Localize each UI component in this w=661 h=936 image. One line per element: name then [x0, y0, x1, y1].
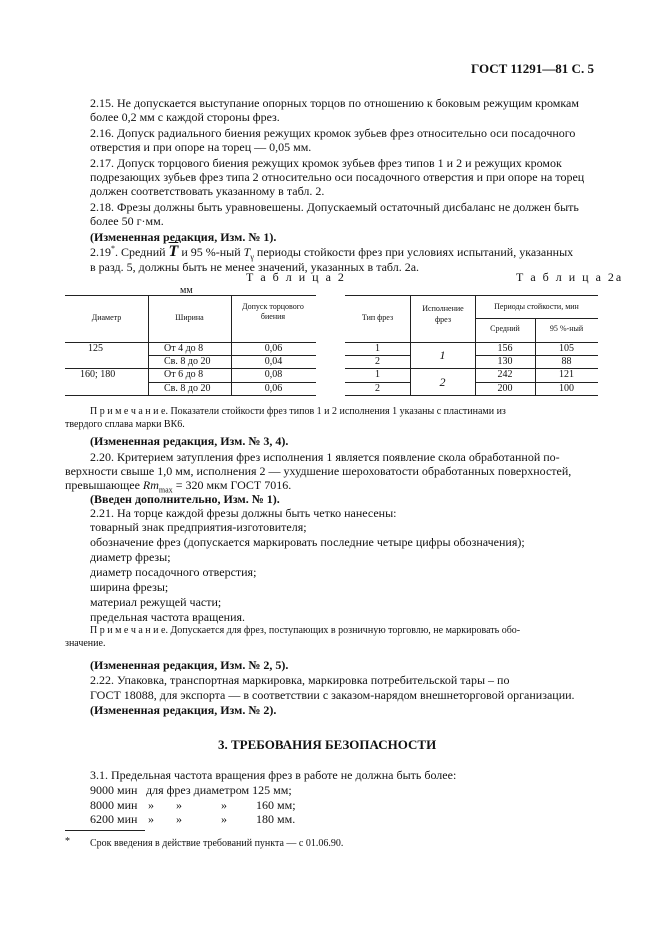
note-2-line2: значение.: [65, 638, 106, 649]
table2-unit: мм: [180, 285, 193, 296]
speed-row-1-rpm: 9000 мин: [90, 783, 138, 797]
speed-row-3-ditto-2: »: [176, 812, 182, 826]
change-note-4: (Измененная редакция, Изм. № 2).: [90, 703, 277, 717]
table2a-execution-2: 2: [439, 375, 446, 389]
speed-row-2-ditto-3: »: [221, 798, 227, 812]
para-2-20-line3: превышающее $Rm_{max} = 320$ мкм ГОСТ 7016.: [65, 478, 292, 495]
speed-row-3-rpm: 6200 мин: [90, 812, 138, 826]
para-2-19-line1: 2.19*. Средний $\overline{T}$ и 95 %-ный $T_\gamma$ периоды стойкости фрез при условиях испытаний, указанных: [90, 243, 574, 262]
footnote-mark: *: [65, 836, 70, 847]
table2-header-diameter: Диаметр: [91, 313, 122, 322]
speed-row-2-diameter: 160 мм;: [256, 798, 296, 812]
para-2-19-line2: в разд. 5, должны быть не менее значений, указанных в табл. 2а.: [90, 260, 420, 274]
table2a-mean-2: 130: [497, 356, 513, 367]
para-2-20-line1: 2.20. Критерием затупления фрез исполнения 1 является появление скола обработанной по-: [90, 450, 560, 464]
para-2-18-line1: 2.18. Фрезы должны быть уравновешены. Допускаемый остаточный дисбаланс не должен быть: [90, 200, 579, 214]
table2-diameter-2: 160; 180: [80, 369, 116, 380]
table2a-type-2: 2: [375, 356, 380, 367]
para-2-21-line6: ширина фрезы;: [90, 580, 169, 594]
change-note-1: (Измененная редакция, Изм. № 1).: [90, 230, 277, 244]
table2-tol-2: 0,04: [264, 356, 283, 367]
table2a-type-4: 2: [375, 383, 380, 394]
table2-width-1: От 4 до 8: [164, 343, 204, 354]
para-2-17-line3: должен соответствовать указанному в табл. 2.: [90, 184, 325, 198]
para-2-22-line2: ГОСТ 18088, для экспорта — в соответствии с заказом-нарядом внешнеторговой организации.: [90, 688, 575, 702]
speed-row-3-ditto-3: »: [221, 812, 227, 826]
para-2-21-line3: обозначение фрез (допускается маркировать последние четыре цифры обозначения);: [90, 535, 525, 549]
table2a-mean-3: 242: [497, 369, 513, 380]
table2a-p95-3: 121: [559, 369, 574, 380]
note-2-line1: П р и м е ч а н и е. Допускается для фрез, поступающих в розничную торговлю, не маркировать обо-: [90, 625, 521, 636]
para-2-17-line1: 2.17. Допуск торцового биения режущих кромок зубьев фрез типов 1 и 2 и режущих кромок: [90, 156, 562, 170]
table2a-type-1: 1: [375, 343, 380, 354]
speed-row-3-diameter: 180 мм.: [256, 812, 296, 826]
speed-row-2-rpm: 8000 мин: [90, 798, 138, 812]
table2a-p95-4: 100: [559, 383, 574, 394]
table2a-mean-4: 200: [497, 383, 513, 394]
para-2-21-line5: диаметр посадочного отверстия;: [90, 565, 257, 579]
para-2-21-line2: товарный знак предприятия-изготовителя;: [90, 520, 307, 534]
para-2-17-line2: подрезающих зубьев фрез типа 2 относительно оси посадочного отверстия и при опоре на торец: [90, 170, 585, 184]
table2a-type-3: 1: [375, 369, 380, 380]
section-3-title: 3. ТРЕБОВАНИЯ БЕЗОПАСНОСТИ: [218, 737, 437, 752]
table2-tol-1: 0,06: [264, 343, 283, 354]
table2a-header-mean: Средний: [490, 324, 520, 333]
table2a-header-95: 95 %-ный: [549, 324, 584, 333]
table2-width-4: Св. 8 до 20: [164, 383, 211, 394]
table2-caption: Т а б л и ц а 2: [246, 270, 346, 284]
table2-tol-4: 0,06: [264, 383, 283, 394]
table2a-header-execution: Исполнение фрез: [422, 304, 464, 324]
table2-width-2: Св. 8 до 20: [164, 356, 211, 367]
speed-row-2-ditto-2: »: [176, 798, 182, 812]
note-1-line1: П р и м е ч а н и е. Показатели стойкости фрез типов 1 и 2 исполнения 1 указаны с пластинами из: [90, 406, 506, 417]
para-2-16-line2: отверстия и при опоре на торец — 0,05 мм.: [90, 140, 312, 154]
speed-row-3-ditto-1: »: [148, 812, 154, 826]
para-2-15-line2: более 0,2 мм с каждой стороны фрез.: [90, 110, 280, 124]
table2a-caption: Т а б л и ц а 2а: [516, 270, 624, 284]
para-2-22-line1: 2.22. Упаковка, транспортная маркировка, маркировка потребительской тары – по: [90, 673, 510, 687]
table2-header-tolerance: Допуск торцового биения: [242, 302, 304, 321]
table2-diameter-1: 125: [88, 343, 103, 354]
para-3-1: 3.1. Предельная частота вращения фрез в работе не должна быть более:: [90, 768, 457, 782]
para-2-21-line7: материал режущей части;: [90, 595, 222, 609]
table2-header-width: Ширина: [175, 313, 204, 322]
para-2-21-line1: 2.21. На торце каждой фрезы должны быть четко нанесены:: [90, 506, 397, 520]
table2a-p95-1: 105: [559, 343, 574, 354]
speed-row-2-ditto-1: »: [148, 798, 154, 812]
para-2-21-line4: диаметр фрезы;: [90, 550, 171, 564]
added-note-1: (Введен дополнительно, Изм. № 1).: [90, 492, 280, 506]
table2a-p95-2: 88: [561, 356, 572, 367]
table2-tol-3: 0,08: [264, 369, 283, 380]
table2a-header-type: Тип фрез: [361, 313, 394, 322]
change-note-2: (Измененная редакция, Изм. № 3, 4).: [90, 434, 289, 448]
footnote-rule: [65, 830, 145, 831]
page-header: ГОСТ 11291—81 С. 5: [471, 61, 594, 76]
para-2-16-line1: 2.16. Допуск радиального биения режущих кромок зубьев фрез относительно оси посадочного: [90, 126, 576, 140]
change-note-3: (Измененная редакция, Изм. № 2, 5).: [90, 658, 289, 672]
table2a-mean-1: 156: [497, 343, 513, 354]
table2a-header-periods: Периоды стойкости, мин: [494, 302, 579, 311]
para-2-18-line2: более 50 г·мм.: [90, 214, 164, 228]
footnote-text: Срок введения в действие требований пункта — с 01.06.90.: [90, 838, 344, 849]
para-2-15-line1: 2.15. Не допускается выступание опорных торцов по отношению к боковым режущим кромкам: [90, 96, 579, 110]
speed-row-1-text: для фрез диаметром 125 мм;: [146, 783, 292, 797]
table2-width-3: От 6 до 8: [164, 369, 204, 380]
table2a-execution-1: 1: [439, 348, 446, 362]
note-1-line2: твердого сплава марки ВК6.: [65, 419, 185, 430]
para-2-21-line8: предельная частота вращения.: [90, 610, 246, 624]
para-2-20-line2: верхности свыше 1,0 мм, исполнения 2 — ухудшение шероховатости обработанных поверхностей,: [65, 464, 572, 478]
